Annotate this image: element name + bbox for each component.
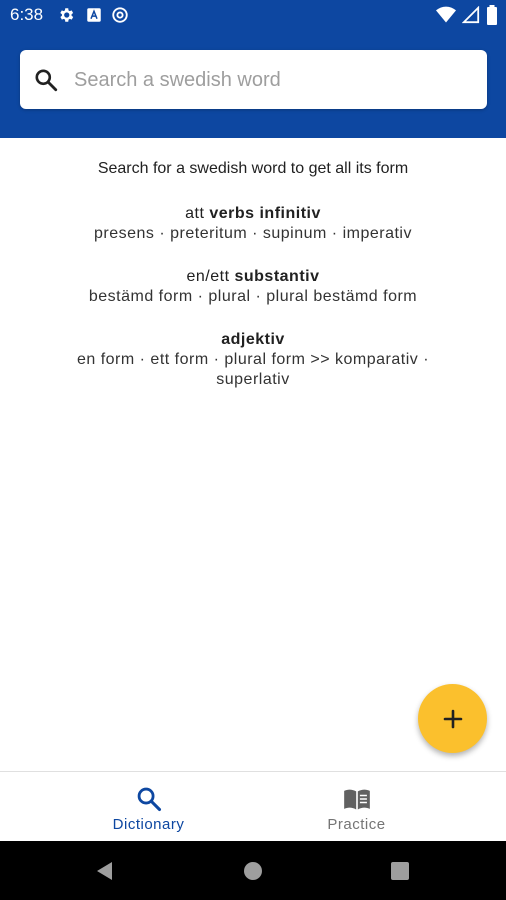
add-word-button[interactable]	[418, 684, 487, 753]
wifi-icon	[436, 6, 456, 24]
word-forms-list: presens · preteritum · supinum · imperativ	[94, 225, 412, 242]
word-forms-list: en form · ett form · plural form >> komparativ · superlativ	[76, 351, 430, 388]
search-bar[interactable]	[20, 50, 487, 109]
word-class-title: substantiv	[234, 268, 320, 285]
word-class-title: adjektiv	[221, 331, 285, 348]
back-icon[interactable]	[94, 860, 116, 882]
status-right-icons	[436, 5, 498, 25]
app-header	[0, 30, 506, 138]
word-class-heading	[50, 330, 456, 350]
status-bar	[0, 0, 506, 30]
a-icon	[85, 6, 103, 24]
word-class-title: verbs infinitiv	[209, 205, 321, 222]
plus-icon	[441, 707, 465, 731]
search-icon	[33, 67, 59, 93]
signal-icon	[462, 6, 480, 24]
book-icon	[343, 785, 371, 813]
nav-label: Practice	[327, 816, 386, 833]
search-input[interactable]	[74, 60, 474, 100]
gear-icon	[57, 6, 75, 24]
nav-label: Dictionary	[112, 816, 185, 833]
search-icon	[135, 785, 163, 813]
article-prefix: en/ett	[186, 268, 235, 285]
word-class-heading	[50, 267, 456, 287]
home-icon[interactable]	[242, 860, 264, 882]
battery-icon	[486, 5, 498, 25]
adjective-forms-info	[50, 330, 456, 390]
verb-forms-info	[50, 204, 456, 244]
intro-text: Search for a swedish word to get all its form	[97, 160, 409, 177]
at-icon	[111, 6, 129, 24]
noun-forms-info	[50, 267, 456, 307]
system-navigation-bar	[0, 841, 506, 900]
recents-icon[interactable]	[389, 860, 411, 882]
article-prefix: att	[185, 205, 210, 222]
word-forms-list: bestämd form · plural · plural bestämd form	[88, 288, 418, 305]
nav-item-practice[interactable]	[230, 772, 483, 842]
bottom-navigation	[0, 771, 506, 841]
status-time: 6:38	[10, 5, 44, 24]
word-class-heading	[50, 204, 456, 224]
